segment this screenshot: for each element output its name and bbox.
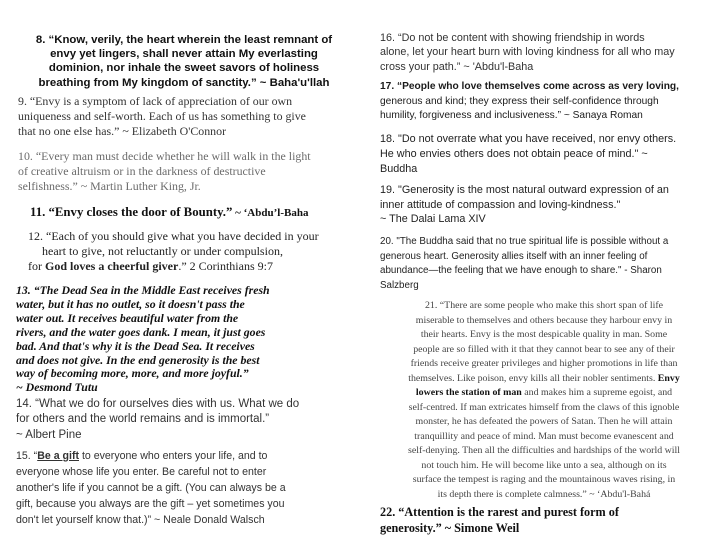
quote-21: 21. “There are some people who make this short span of life miserable to themselves and others because they harbour envy in their hearts. Envy is the most despicable quality in man. Some people are so filled with it that they cannot bear to see any of their friends receive greater privileges and higher promotions in life than themselves. Like poison, envy kills all their nobler sentiments. Envy lowers the station of man and makes him a supreme egoist, and self-centred. If man extricates himself from the claws of this ignoble monster, he has defeated the powers of Satan. Then he will attain tranquillity and peace of mind. Man must become evanescent and self-denying. Then all the difficulties and hardships of the world will not touch him. He will become like unto a sea, although on its surface the tempest is raging and the mountainous waves rising, in its depth there is complete calmness.” ~ ‘Abdu'l-Bahá bbox=[408, 300, 680, 500]
quote-8: 8. “Know, verily, the heart wherein the least remnant of envy yet lingers, shall never attain My everlasting dominion, nor inhale the sweet savors of holiness breathing from My kingdom of sanctity.” ~ Baha'u'llah bbox=[35, 34, 333, 89]
quote-19: 19. "Generosity is the most natural outward expression of an inner attitude of compassion and loving-kindness." ~ The Dalai Lama XIV bbox=[380, 184, 669, 226]
quote-17: 17. “People who love themselves come across as very loving, generous and kind; they express their self-confidence through humility, forgiveness and inclusiveness.” ~ Sanaya Roman bbox=[380, 81, 679, 122]
quote-15: 15. “Be a gift to everyone who enters your life, and to everyone whose life you enter. Be careful not to enter another's life if you cannot be a gift. (You can always be a gift, because you always are the gift – yet sometimes you don't let yourself know that.)” ~ Neale Donald Walsch bbox=[16, 450, 286, 526]
quote-10: 10. “Every man must decide whether he will walk in the light of creative altruism or in the darkness of destructive selfishness.” ~ Martin Luther King, Jr. bbox=[18, 149, 311, 193]
quote-13: 13. “The Dead Sea in the Middle East receives fresh water, but it has no outlet, so it doesn't pass the water out. It receives beautiful water from the rivers, and the water goes dank. I mean, it just goes bad. And that's why it is the Dead Sea. It receives and does not give. In the end generosity is the best way of becoming more, more, and more joyful.” ~ Desmond Tutu bbox=[16, 283, 270, 395]
quote-11: 11. “Envy closes the door of Bounty.” ~ ‘Abdu’l-Baha bbox=[30, 205, 309, 219]
quote-14: 14. “What we do for ourselves dies with us. What we do for others and the world remains and is immortal.” ~ Albert Pine bbox=[16, 398, 300, 441]
quote-22: 22. “Attention is the rarest and purest form of generosity.” ~ Simone Weil bbox=[380, 505, 619, 535]
quote-9: 9. “Envy is a symptom of lack of appreciation of our own uniqueness and self-worth. Each of us has something to give that no one else has.” ~ Elizabeth O'Connor bbox=[18, 94, 306, 138]
quote-18: 18. "Do not overrate what you have received, nor envy others. He who envies others does not obtain peace of mind." ~ Buddha bbox=[380, 133, 677, 175]
quote-20: 20. "The Buddha said that no true spiritual life is possible without a generous heart. Generosity allies itself with an inner feeling of abundance—the feeling that we have enough to share." - Sharon Salzberg bbox=[380, 236, 669, 291]
quote-12: 12. “Each of you should give what you have decided in your heart to give, not reluctantly or under compulsion, for God loves a cheerful giver.” 2 Corinthians 9:7 bbox=[28, 229, 319, 274]
quote-16: 16. “Do not be content with showing friendship in words alone, let your heart burn with loving kindness for all who may cross your path.” ~ 'Abdu'l-Baha bbox=[380, 32, 675, 73]
be-a-gift-emphasis: Be a gift bbox=[37, 450, 79, 462]
